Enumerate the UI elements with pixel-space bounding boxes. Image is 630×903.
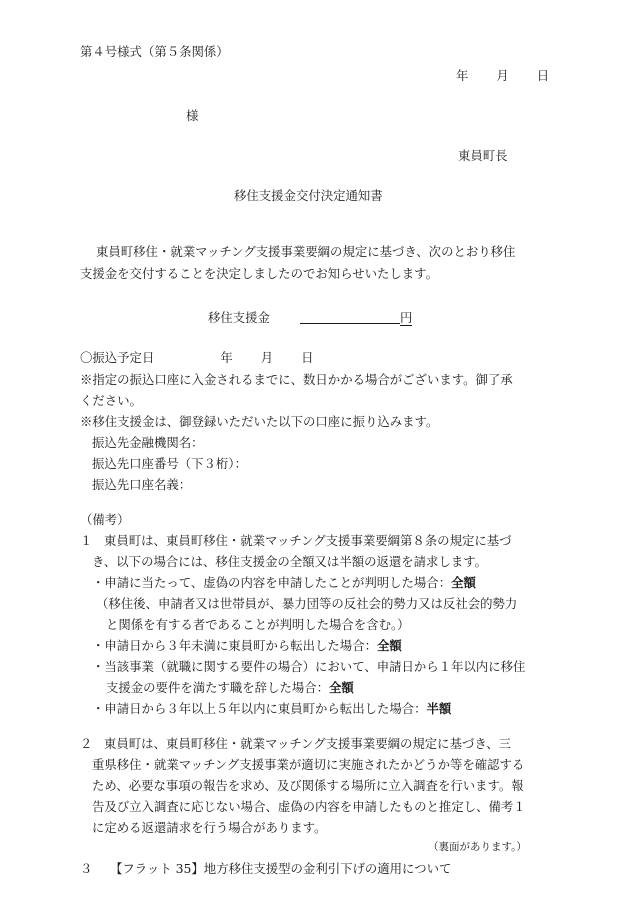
date-year: 年: [456, 68, 469, 83]
transfer-day: 日: [301, 350, 314, 365]
transfer-year: 年: [220, 350, 233, 365]
remarks-heading: （備考）: [80, 512, 130, 527]
remark-2-line-2: 重県移住・就業マッチング支援事業が適切に実施されたかどうか等を確認する: [92, 757, 525, 772]
account-number-field: 振込先口座番号（下３桁）：: [92, 456, 247, 471]
paren-note-line-2: と関係を有する者であることが判明した場合を含む。）: [106, 617, 410, 632]
amount-label: 移住支援金: [208, 310, 270, 325]
result-half-amount: 半額: [426, 701, 452, 716]
account-holder-field: 振込先口座名義：: [92, 477, 192, 492]
remark-2-line-4: 告及び立入調査に応じない場合、虚偽の内容を申請したものと推定し、備考１: [92, 799, 526, 814]
remark-3-text: 【フラット 35】地方移住支援型の金利引下げの適用について: [110, 861, 452, 876]
transfer-month: 月: [260, 350, 274, 365]
amount-unit: 円: [399, 310, 413, 325]
remark-1-number: １: [80, 533, 93, 548]
bullet-resigned-line-2: 支援金の要件を満たす職を辞した場合：全額: [106, 680, 354, 695]
date-month: 月: [496, 68, 509, 83]
paren-note-line-1: （移住後、申請者又は世帯員が、暴力団等の反社会的勢力又は反社会的勢力: [96, 596, 518, 611]
form-number: 第４号様式（第５条関係）: [80, 44, 229, 59]
scheduled-transfer-label: 〇振込予定日: [80, 350, 155, 365]
remark-2-number: ２: [80, 736, 93, 751]
transfer-note-1-line-2: ください。: [80, 393, 142, 408]
amount-blank: [300, 311, 400, 324]
remark-2-line-1: 東員町は、東員町移住・就業マッチング支援事業要綱の規定に基づき、三: [104, 736, 512, 751]
issuer: 東員町長: [458, 148, 508, 163]
date-day: 日: [536, 68, 550, 83]
amount-line: [208, 311, 412, 324]
bullet-false-application: ・申請に当たって、虚偽の内容を申請したことが判明した場合：全額: [92, 575, 476, 590]
document-title: 移住支援金交付決定通知書: [234, 188, 383, 203]
remark-1-line-1: 東員町は、東員町移住・就業マッチング支援事業要綱第８条の規定に基づ: [104, 533, 512, 548]
remark-2-line-3: ため、必要な事項の報告を求め、及び関係する場所に立入調査を行います。報: [92, 778, 524, 793]
intro-line-2: 支援金を交付することを決定しましたのでお知らせいたします。: [80, 266, 438, 281]
remark-2-line-5: に定める返還請求を行う場合があります。: [92, 820, 327, 835]
result-full-amount: 全額: [376, 638, 402, 653]
result-full-amount: 全額: [451, 575, 476, 590]
transfer-note-1-line-1: ※指定の振込口座に入金されるまでに、数日かかる場合がございます。御了承: [80, 372, 513, 387]
bullet-moved-within-3-years: ・申請日から３年未満に東員町から転出した場合：全額: [92, 638, 402, 653]
reverse-side-note: （裏面があります。）: [428, 841, 527, 853]
bullet-moved-3-to-5-years: ・申請日から３年以上５年以内に東員町から転出した場合：半額: [92, 701, 452, 716]
date-line: [456, 70, 549, 82]
recipient-suffix: 様: [186, 108, 199, 123]
intro-line-1: 東員町移住・就業マッチング支援事業要綱の規定に基づき、次のとおり移住: [96, 244, 516, 259]
bank-name-field: 振込先金融機関名：: [92, 435, 204, 450]
transfer-note-2: ※移住支援金は、御登録いただいた以下の口座に振り込みます。: [80, 414, 439, 429]
bullet-resigned-line-1: ・当該事業（就職に関する要件の場合）において、申請日から１年以内に移住: [92, 659, 526, 674]
remark-3-number: ３: [80, 861, 93, 876]
result-full-amount: 全額: [329, 680, 354, 695]
scheduled-transfer-line: [80, 352, 314, 364]
remark-1-line-2: き、以下の場合には、移住支援金の全額又は半額の返還を請求します。: [92, 554, 488, 569]
